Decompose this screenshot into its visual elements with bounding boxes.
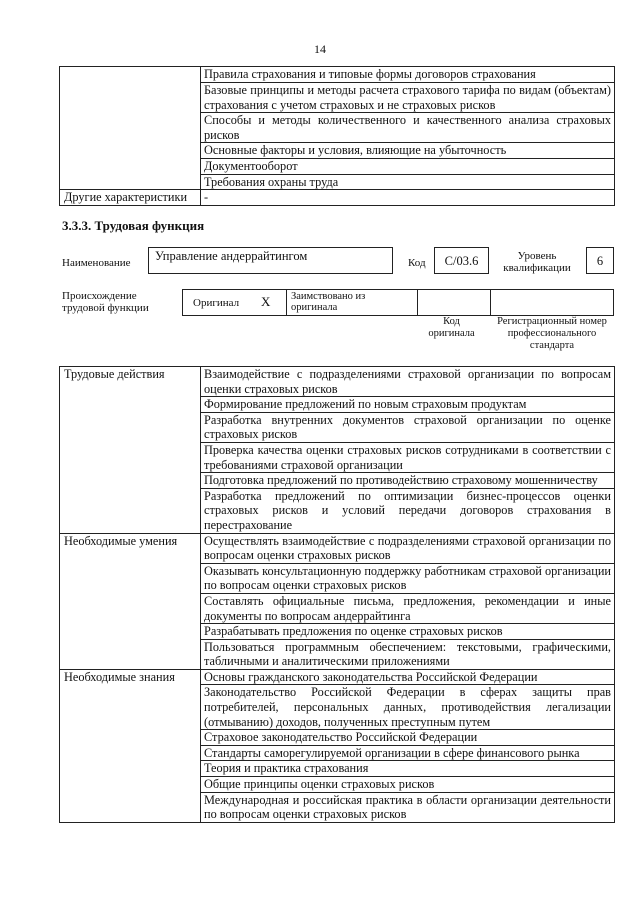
- page-number: 14: [314, 42, 326, 56]
- other-characteristics-value: -: [201, 190, 615, 206]
- action-item: Взаимодействие с подразделениями страховой организации по вопросам оценки страховых рисков: [201, 367, 615, 397]
- borrowed-label: [291, 291, 413, 313]
- action-item: Формирование предложений по новым страховым продуктам: [201, 397, 615, 413]
- caption-line: оригинала: [428, 328, 475, 339]
- original-mark: X: [261, 294, 271, 309]
- original-label: Оригинал: [193, 297, 240, 309]
- table-cell: Способы и методы количественного и качественного анализа страховых рисков: [201, 113, 615, 143]
- code-value: C/03.6: [444, 254, 479, 268]
- name-label: Наименование: [62, 257, 131, 269]
- level-label-line: Уровень: [517, 250, 557, 262]
- knowledge-item: Международная и российская практика в области организации деятельности по вопросам оценки страховых рисков: [201, 792, 615, 822]
- caption-line: профессионального: [507, 328, 597, 339]
- action-item: Разработка внутренних документов страховой организации по оценке страховых рисков: [201, 412, 615, 442]
- borrowed-label-line: оригинала: [291, 302, 338, 313]
- other-characteristics-label: Другие характеристики: [60, 190, 201, 206]
- knowledge-label: Необходимые знания: [60, 669, 201, 822]
- skill-item: Разрабатывать предложения по оценке страховых рисков: [201, 624, 615, 640]
- action-item: Разработка предложений по оптимизации бизнес-процессов оценки страховых рисков и условий передачи договоров страхования в перестрахование: [201, 488, 615, 533]
- knowledge-item: Общие принципы оценки страховых рисков: [201, 777, 615, 793]
- origin-label-line: трудовой функции: [62, 302, 149, 314]
- top-table: [59, 66, 615, 206]
- skill-item: Пользоваться программным обеспечением: текстовыми, графическими, табличными и аналитическими приложениями: [201, 639, 615, 669]
- skill-item: Осуществлять взаимодействие с подразделениями страховой организации по вопросам оценки страховых рисков: [201, 533, 615, 563]
- table-cell: Правила страхования и типовые формы договоров страхования: [201, 67, 615, 83]
- caption-line: стандарта: [529, 340, 575, 351]
- function-name-box: [148, 247, 393, 274]
- knowledge-item: Теория и практика страхования: [201, 761, 615, 777]
- table-cell: Базовые принципы и методы расчета страхового тарифа по видам (объектам) страхования с учетом страховых и не страховых рисков: [201, 83, 615, 113]
- skill-item: Оказывать консультационную поддержку работникам страховой организации по вопросам оценки страховых рисков: [201, 563, 615, 593]
- level-label-line: квалификации: [503, 262, 571, 274]
- knowledge-item: Основы гражданского законодательства Российской Федерации: [201, 669, 615, 685]
- skill-item: Составлять официальные письма, предложения, рекомендации и иные документы по вопросам андеррайтинга: [201, 593, 615, 623]
- section-title: 3.3.3. Трудовая функция: [62, 218, 205, 233]
- caption-line: Код: [443, 316, 460, 327]
- level-value: 6: [596, 254, 604, 268]
- knowledge-item: Стандарты саморегулируемой организации в сфере финансового рынка: [201, 745, 615, 761]
- code-box: [434, 247, 489, 274]
- original-code-caption: [415, 316, 488, 340]
- action-item: Проверка качества оценки страховых рисков сотрудниками в соответствии с требованиями страховой организации: [201, 442, 615, 472]
- knowledge-item: Страховое законодательство Российской Федерации: [201, 730, 615, 746]
- caption-line: Регистрационный номер: [497, 316, 607, 327]
- skills-label: Необходимые умения: [60, 533, 201, 669]
- table-cell: Основные факторы и условия, влияющие на убыточность: [201, 143, 615, 159]
- code-label: Код: [408, 257, 426, 269]
- origin-label: [62, 290, 149, 314]
- function-name-value: Управление андеррайтингом: [155, 249, 308, 263]
- original-code-cell: [417, 290, 491, 315]
- knowledge-item: Законодательство Российской Федерации в сферах защиты прав потребителей, персональных данных, противодействия легализации (отмыванию) доходов, полученных преступным путем: [201, 685, 615, 730]
- level-label: [498, 250, 576, 274]
- actions-label: Трудовые действия: [60, 367, 201, 534]
- table-cell: Требования охраны труда: [201, 174, 615, 190]
- registration-caption: [490, 316, 614, 352]
- original-cell: [183, 290, 287, 315]
- table-cell: Документооборот: [201, 158, 615, 174]
- empty-label-cell: [60, 67, 201, 190]
- origin-label-line: Происхождение: [62, 290, 137, 302]
- main-table: [59, 366, 615, 823]
- borrowed-label-line: Заимствовано из: [291, 291, 366, 302]
- origin-box: [182, 289, 614, 316]
- action-item: Подготовка предложений по противодействию страховому мошенничеству: [201, 473, 615, 489]
- level-box: [586, 247, 614, 274]
